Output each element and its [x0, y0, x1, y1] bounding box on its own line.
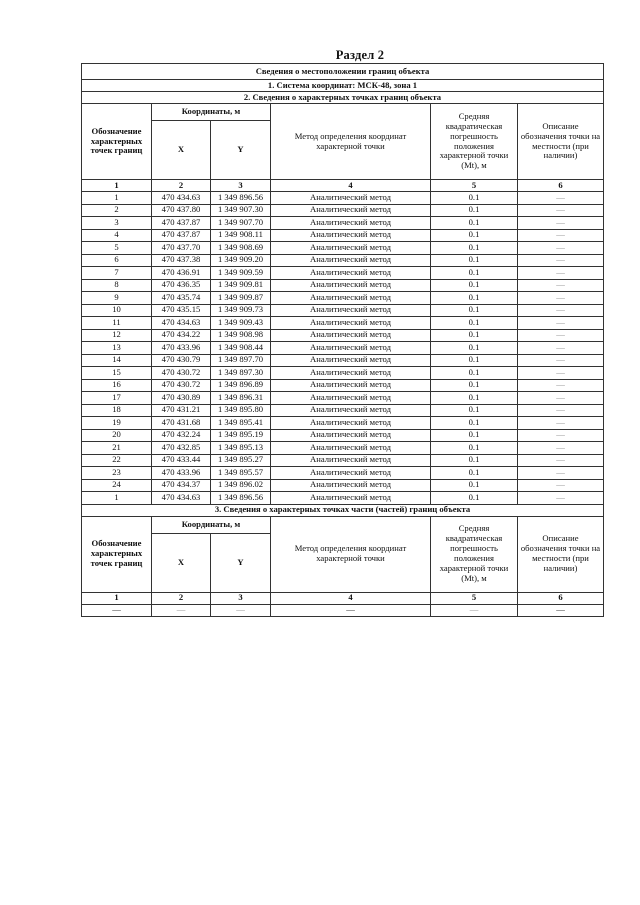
- point-description: —: [518, 242, 604, 255]
- point-y: 1 349 907.70: [211, 217, 271, 230]
- point-x: 470 431.21: [152, 404, 211, 417]
- point-id: 6: [82, 254, 152, 267]
- table-row: [82, 329, 604, 342]
- point-description: —: [518, 429, 604, 442]
- point-method: Аналитический метод: [271, 492, 431, 505]
- point-method: Аналитический метод: [271, 229, 431, 242]
- y-header: Y: [211, 533, 271, 592]
- point-accuracy: 0.1: [431, 279, 518, 292]
- designation-header: Обозначение характерных точек границ: [82, 516, 152, 592]
- point-accuracy: 0.1: [431, 367, 518, 380]
- point-description: —: [518, 317, 604, 330]
- point-description: —: [518, 292, 604, 305]
- point-description: —: [518, 304, 604, 317]
- point-accuracy: 0.1: [431, 204, 518, 217]
- coordinate-system-label: 1. Система координат: МСК-48, зона 1: [82, 80, 604, 92]
- point-method: Аналитический метод: [271, 292, 431, 305]
- point-y: 1 349 896.89: [211, 379, 271, 392]
- point-description: —: [518, 217, 604, 230]
- accuracy-header: Средняя квадратическая погрешность положения характерной точки (Mt), м: [431, 104, 518, 180]
- boundary-table: [81, 63, 604, 617]
- point-method: Аналитический метод: [271, 467, 431, 480]
- point-accuracy: 0.1: [431, 442, 518, 455]
- point-description: —: [518, 454, 604, 467]
- point-method: Аналитический метод: [271, 479, 431, 492]
- point-id: 18: [82, 404, 152, 417]
- table-row: [82, 392, 604, 405]
- point-accuracy: 0.1: [431, 192, 518, 205]
- point-id: 23: [82, 467, 152, 480]
- point-accuracy: 0.1: [431, 329, 518, 342]
- point-x: 470 433.96: [152, 467, 211, 480]
- point-x: 470 432.85: [152, 442, 211, 455]
- point-description: —: [518, 492, 604, 505]
- point-y: 1 349 907.30: [211, 204, 271, 217]
- designation-header: Обозначение характерных точек границ: [82, 104, 152, 180]
- point-x: 470 434.37: [152, 479, 211, 492]
- point-id: 3: [82, 217, 152, 230]
- table-row: [82, 604, 604, 617]
- table-row: [82, 354, 604, 367]
- point-accuracy: 0.1: [431, 292, 518, 305]
- point-id: 24: [82, 479, 152, 492]
- point-description: —: [518, 342, 604, 355]
- point-method: Аналитический метод: [271, 454, 431, 467]
- point-y: 1 349 895.13: [211, 442, 271, 455]
- point-description: —: [518, 329, 604, 342]
- point-y: 1 349 896.02: [211, 479, 271, 492]
- y-header: Y: [211, 121, 271, 180]
- point-y: 1 349 895.19: [211, 429, 271, 442]
- point-description: —: [518, 417, 604, 430]
- point-method: Аналитический метод: [271, 379, 431, 392]
- table-row: [82, 192, 604, 205]
- point-y: 1 349 897.30: [211, 367, 271, 380]
- point-x: 470 437.80: [152, 204, 211, 217]
- point-description: —: [518, 354, 604, 367]
- page-title: Раздел 2: [335, 48, 385, 62]
- table-row: [82, 479, 604, 492]
- point-method: Аналитический метод: [271, 429, 431, 442]
- point-accuracy: 0.1: [431, 467, 518, 480]
- point-id: 13: [82, 342, 152, 355]
- point-method: Аналитический метод: [271, 217, 431, 230]
- point-accuracy: 0.1: [431, 317, 518, 330]
- point-id: 15: [82, 367, 152, 380]
- point-description: —: [518, 254, 604, 267]
- point-x: 470 430.72: [152, 379, 211, 392]
- point-accuracy: 0.1: [431, 479, 518, 492]
- point-method: Аналитический метод: [271, 342, 431, 355]
- col-number: 4: [271, 592, 431, 604]
- table-row: [82, 204, 604, 217]
- point-method: Аналитический метод: [271, 442, 431, 455]
- col-number: 6: [518, 592, 604, 604]
- point-x: 470 433.44: [152, 454, 211, 467]
- x-header: X: [152, 121, 211, 180]
- col-number: 4: [271, 180, 431, 192]
- col-number: 1: [82, 592, 152, 604]
- point-description: —: [518, 279, 604, 292]
- point-id: 9: [82, 292, 152, 305]
- point-method: Аналитический метод: [271, 192, 431, 205]
- point-x: 470 437.87: [152, 229, 211, 242]
- point-method: Аналитический метод: [271, 254, 431, 267]
- point-y: 1 349 909.59: [211, 267, 271, 280]
- point-y: 1 349 895.27: [211, 454, 271, 467]
- empty-cell: —: [82, 604, 152, 617]
- point-description: —: [518, 204, 604, 217]
- point-method: Аналитический метод: [271, 317, 431, 330]
- point-x: 470 433.96: [152, 342, 211, 355]
- point-y: 1 349 909.87: [211, 292, 271, 305]
- point-id: 22: [82, 454, 152, 467]
- point-y: 1 349 909.73: [211, 304, 271, 317]
- point-description: —: [518, 479, 604, 492]
- col-number: 5: [431, 180, 518, 192]
- table-row: [82, 454, 604, 467]
- point-id: 11: [82, 317, 152, 330]
- point-y: 1 349 895.80: [211, 404, 271, 417]
- point-x: 470 437.70: [152, 242, 211, 255]
- point-accuracy: 0.1: [431, 379, 518, 392]
- point-accuracy: 0.1: [431, 254, 518, 267]
- point-id: 10: [82, 304, 152, 317]
- point-id: 21: [82, 442, 152, 455]
- col-number: 2: [152, 180, 211, 192]
- section-banner: Сведения о местоположении границ объекта: [82, 64, 604, 80]
- col-number: 3: [211, 180, 271, 192]
- point-method: Аналитический метод: [271, 354, 431, 367]
- point-y: 1 349 908.98: [211, 329, 271, 342]
- table-row: [82, 379, 604, 392]
- point-accuracy: 0.1: [431, 454, 518, 467]
- empty-cell: —: [152, 604, 211, 617]
- table-row: [82, 254, 604, 267]
- point-description: —: [518, 467, 604, 480]
- point-y: 1 349 909.81: [211, 279, 271, 292]
- point-accuracy: 0.1: [431, 417, 518, 430]
- section2-heading: 2. Сведения о характерных точках границ объекта: [82, 92, 604, 104]
- table-row: [82, 342, 604, 355]
- point-x: 470 430.79: [152, 354, 211, 367]
- point-description: —: [518, 379, 604, 392]
- point-accuracy: 0.1: [431, 392, 518, 405]
- column-numbers-row: [82, 180, 604, 192]
- point-y: 1 349 895.57: [211, 467, 271, 480]
- point-y: 1 349 896.56: [211, 492, 271, 505]
- table-row: [82, 317, 604, 330]
- table-row: [82, 242, 604, 255]
- point-y: 1 349 896.31: [211, 392, 271, 405]
- point-x: 470 430.89: [152, 392, 211, 405]
- point-accuracy: 0.1: [431, 229, 518, 242]
- point-y: 1 349 896.56: [211, 192, 271, 205]
- point-method: Аналитический метод: [271, 329, 431, 342]
- description-header: Описание обозначения точки на местности (при наличии): [518, 104, 604, 180]
- point-x: 470 435.15: [152, 304, 211, 317]
- point-method: Аналитический метод: [271, 417, 431, 430]
- empty-cell: —: [211, 604, 271, 617]
- point-x: 470 437.87: [152, 217, 211, 230]
- point-description: —: [518, 267, 604, 280]
- table-row: [82, 467, 604, 480]
- point-x: 470 437.38: [152, 254, 211, 267]
- point-accuracy: 0.1: [431, 342, 518, 355]
- point-y: 1 349 909.43: [211, 317, 271, 330]
- point-x: 470 436.35: [152, 279, 211, 292]
- col-number: 3: [211, 592, 271, 604]
- table-row: [82, 492, 604, 505]
- point-method: Аналитический метод: [271, 242, 431, 255]
- point-x: 470 431.68: [152, 417, 211, 430]
- point-description: —: [518, 367, 604, 380]
- point-accuracy: 0.1: [431, 354, 518, 367]
- empty-cell: —: [271, 604, 431, 617]
- point-id: 1: [82, 492, 152, 505]
- point-id: 4: [82, 229, 152, 242]
- point-x: 470 434.63: [152, 492, 211, 505]
- accuracy-header: Средняя квадратическая погрешность положения характерной точки (Mt), м: [431, 516, 518, 592]
- point-accuracy: 0.1: [431, 242, 518, 255]
- point-description: —: [518, 404, 604, 417]
- table-row: [82, 292, 604, 305]
- table-row: [82, 404, 604, 417]
- point-accuracy: 0.1: [431, 304, 518, 317]
- point-id: 16: [82, 379, 152, 392]
- point-id: 2: [82, 204, 152, 217]
- point-description: —: [518, 192, 604, 205]
- point-id: 20: [82, 429, 152, 442]
- point-description: —: [518, 442, 604, 455]
- empty-cell: —: [431, 604, 518, 617]
- table-row: [82, 279, 604, 292]
- table-row: [82, 367, 604, 380]
- point-id: 17: [82, 392, 152, 405]
- x-header: X: [152, 533, 211, 592]
- table-row: [82, 442, 604, 455]
- point-accuracy: 0.1: [431, 429, 518, 442]
- point-id: 1: [82, 192, 152, 205]
- point-id: 12: [82, 329, 152, 342]
- point-method: Аналитический метод: [271, 392, 431, 405]
- column-numbers-row: [82, 592, 604, 604]
- point-y: 1 349 908.69: [211, 242, 271, 255]
- point-id: 19: [82, 417, 152, 430]
- table-row: [82, 429, 604, 442]
- table-row: [82, 267, 604, 280]
- point-y: 1 349 895.41: [211, 417, 271, 430]
- point-accuracy: 0.1: [431, 492, 518, 505]
- point-y: 1 349 908.11: [211, 229, 271, 242]
- point-x: 470 434.22: [152, 329, 211, 342]
- table-row: [82, 217, 604, 230]
- col-number: 1: [82, 180, 152, 192]
- point-method: Аналитический метод: [271, 267, 431, 280]
- empty-cell: —: [518, 604, 604, 617]
- point-method: Аналитический метод: [271, 404, 431, 417]
- coordinates-header: Координаты, м: [152, 516, 271, 533]
- method-header: Метод определения координат характерной точки: [271, 516, 431, 592]
- point-x: 470 436.91: [152, 267, 211, 280]
- method-header: Метод определения координат характерной точки: [271, 104, 431, 180]
- table-row: [82, 417, 604, 430]
- point-x: 470 430.72: [152, 367, 211, 380]
- table-row: [82, 304, 604, 317]
- point-y: 1 349 909.20: [211, 254, 271, 267]
- point-method: Аналитический метод: [271, 204, 431, 217]
- point-x: 470 432.24: [152, 429, 211, 442]
- point-id: 8: [82, 279, 152, 292]
- point-id: 5: [82, 242, 152, 255]
- point-accuracy: 0.1: [431, 217, 518, 230]
- point-accuracy: 0.1: [431, 404, 518, 417]
- col-number: 6: [518, 180, 604, 192]
- point-x: 470 434.63: [152, 192, 211, 205]
- col-number: 5: [431, 592, 518, 604]
- point-description: —: [518, 229, 604, 242]
- point-x: 470 434.63: [152, 317, 211, 330]
- point-accuracy: 0.1: [431, 267, 518, 280]
- point-method: Аналитический метод: [271, 304, 431, 317]
- point-y: 1 349 908.44: [211, 342, 271, 355]
- point-method: Аналитический метод: [271, 279, 431, 292]
- section3-heading: 3. Сведения о характерных точках части (частей) границ объекта: [82, 504, 604, 516]
- point-x: 470 435.74: [152, 292, 211, 305]
- point-y: 1 349 897.70: [211, 354, 271, 367]
- coordinates-header: Координаты, м: [152, 104, 271, 121]
- point-description: —: [518, 392, 604, 405]
- point-id: 14: [82, 354, 152, 367]
- description-header: Описание обозначения точки на местности (при наличии): [518, 516, 604, 592]
- table-row: [82, 229, 604, 242]
- point-id: 7: [82, 267, 152, 280]
- col-number: 2: [152, 592, 211, 604]
- point-method: Аналитический метод: [271, 367, 431, 380]
